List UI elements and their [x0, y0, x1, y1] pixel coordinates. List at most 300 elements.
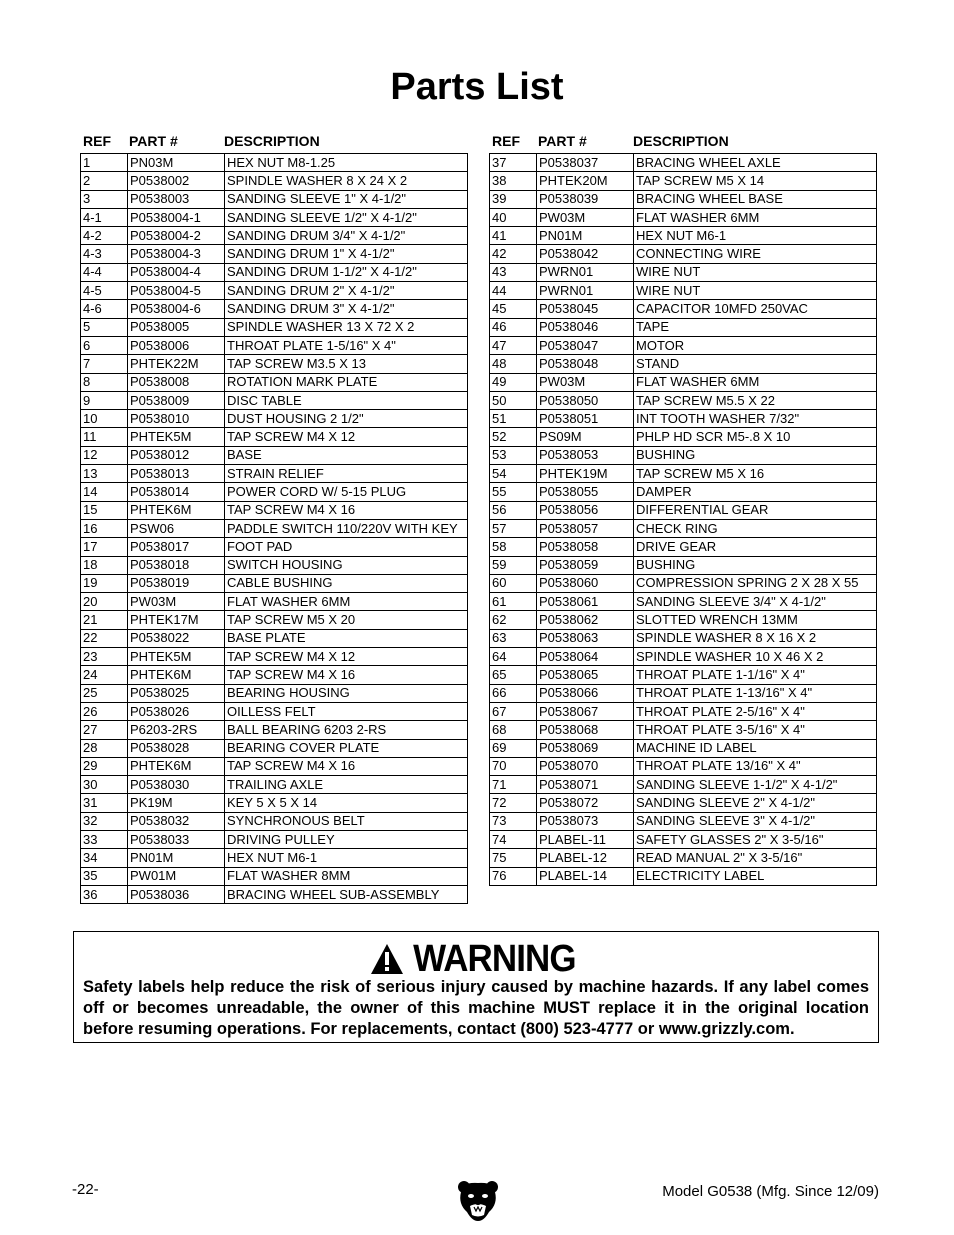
table-row: [81, 830, 468, 848]
table-row: [490, 172, 877, 190]
description-cell: WIRE NUT: [634, 282, 877, 300]
header-ref: REF: [83, 133, 111, 149]
table-row: [490, 593, 877, 611]
description-cell: FLAT WASHER 8MM: [225, 867, 468, 885]
ref-cell: 20: [81, 593, 128, 611]
ref-cell: 54: [490, 465, 537, 483]
description-cell: FLAT WASHER 6MM: [634, 208, 877, 226]
description-cell: SANDING DRUM 1" X 4-1/2": [225, 245, 468, 263]
description-cell: HEX NUT M8-1.25: [225, 154, 468, 172]
table-row: [490, 776, 877, 794]
model-label: Model G0538 (Mfg. Since 12/09): [662, 1183, 879, 1200]
part-number-cell: P0538061: [537, 593, 634, 611]
table-row: [490, 721, 877, 739]
ref-cell: 6: [81, 336, 128, 354]
description-cell: MACHINE ID LABEL: [634, 739, 877, 757]
ref-cell: 76: [490, 867, 537, 885]
part-number-cell: P0538008: [128, 373, 225, 391]
table-row: [81, 154, 468, 172]
table-row: [81, 336, 468, 354]
part-number-cell: PW03M: [537, 208, 634, 226]
table-row: [81, 648, 468, 666]
table-row: [81, 355, 468, 373]
description-cell: SANDING DRUM 1-1/2" X 4-1/2": [225, 263, 468, 281]
description-cell: TAP SCREW M4 X 16: [225, 501, 468, 519]
part-number-cell: P0538025: [128, 684, 225, 702]
table-row: [490, 684, 877, 702]
ref-cell: 17: [81, 538, 128, 556]
table-row: [81, 684, 468, 702]
description-cell: DIFFERENTIAL GEAR: [634, 501, 877, 519]
part-number-cell: P0538003: [128, 190, 225, 208]
ref-cell: 4-1: [81, 208, 128, 226]
description-cell: BUSHING: [634, 446, 877, 464]
part-number-cell: PS09M: [537, 428, 634, 446]
part-number-cell: P0538056: [537, 501, 634, 519]
description-cell: BRACING WHEEL SUB-ASSEMBLY: [225, 885, 468, 903]
part-number-cell: P0538026: [128, 702, 225, 720]
part-number-cell: PWRN01: [537, 282, 634, 300]
description-cell: POWER CORD W/ 5-15 PLUG: [225, 483, 468, 501]
part-number-cell: P0538063: [537, 629, 634, 647]
part-number-cell: P0538047: [537, 336, 634, 354]
table-row: [490, 812, 877, 830]
part-number-cell: PHTEK6M: [128, 501, 225, 519]
ref-cell: 3: [81, 190, 128, 208]
part-number-cell: P0538004-1: [128, 208, 225, 226]
table-row: [81, 739, 468, 757]
table-row: [490, 300, 877, 318]
table-row: [81, 538, 468, 556]
ref-cell: 67: [490, 702, 537, 720]
ref-cell: 75: [490, 849, 537, 867]
description-cell: SANDING SLEEVE 3" X 4-1/2": [634, 812, 877, 830]
description-cell: SANDING DRUM 2" X 4-1/2": [225, 282, 468, 300]
table-row: [490, 428, 877, 446]
part-number-cell: P0538059: [537, 556, 634, 574]
description-cell: SANDING DRUM 3/4" X 4-1/2": [225, 227, 468, 245]
ref-cell: 59: [490, 556, 537, 574]
ref-cell: 4-2: [81, 227, 128, 245]
ref-cell: 14: [81, 483, 128, 501]
description-cell: COMPRESSION SPRING 2 X 28 X 55: [634, 574, 877, 592]
table-row: [490, 154, 877, 172]
table-row: [490, 574, 877, 592]
description-cell: SANDING SLEEVE 2" X 4-1/2": [634, 794, 877, 812]
part-number-cell: P0538045: [537, 300, 634, 318]
part-number-cell: PHTEK6M: [128, 666, 225, 684]
part-number-cell: P0538022: [128, 629, 225, 647]
warning-box: [73, 931, 879, 1043]
part-number-cell: P0538060: [537, 574, 634, 592]
table-row: [81, 446, 468, 464]
ref-cell: 71: [490, 776, 537, 794]
table-row: [81, 757, 468, 775]
table-row: [490, 227, 877, 245]
ref-cell: 57: [490, 519, 537, 537]
ref-cell: 32: [81, 812, 128, 830]
table-row: [490, 830, 877, 848]
table-row: [81, 208, 468, 226]
table-row: [490, 519, 877, 537]
description-cell: TAP SCREW M4 X 16: [225, 666, 468, 684]
description-cell: STRAIN RELIEF: [225, 465, 468, 483]
part-number-cell: P0538069: [537, 739, 634, 757]
part-number-cell: P0538019: [128, 574, 225, 592]
part-number-cell: PHTEK6M: [128, 757, 225, 775]
table-row: [81, 776, 468, 794]
description-cell: SPINDLE WASHER 8 X 24 X 2: [225, 172, 468, 190]
description-cell: CHECK RING: [634, 519, 877, 537]
ref-cell: 36: [81, 885, 128, 903]
ref-cell: 53: [490, 446, 537, 464]
description-cell: TRAILING AXLE: [225, 776, 468, 794]
table-header: [489, 131, 877, 151]
table-row: [81, 556, 468, 574]
table-row: [490, 263, 877, 281]
ref-cell: 42: [490, 245, 537, 263]
part-number-cell: P0538042: [537, 245, 634, 263]
part-number-cell: PHTEK5M: [128, 428, 225, 446]
description-cell: CONNECTING WIRE: [634, 245, 877, 263]
table-row: [81, 593, 468, 611]
description-cell: TAP SCREW M4 X 12: [225, 648, 468, 666]
description-cell: THROAT PLATE 1-5/16" X 4": [225, 336, 468, 354]
ref-cell: 23: [81, 648, 128, 666]
part-number-cell: PHTEK19M: [537, 465, 634, 483]
ref-cell: 62: [490, 611, 537, 629]
table-row: [490, 446, 877, 464]
ref-cell: 16: [81, 519, 128, 537]
ref-cell: 47: [490, 336, 537, 354]
description-cell: PADDLE SWITCH 110/220V WITH KEY: [225, 519, 468, 537]
description-cell: SANDING SLEEVE 1" X 4-1/2": [225, 190, 468, 208]
description-cell: INT TOOTH WASHER 7/32": [634, 410, 877, 428]
ref-cell: 21: [81, 611, 128, 629]
description-cell: SYNCHRONOUS BELT: [225, 812, 468, 830]
description-cell: SWITCH HOUSING: [225, 556, 468, 574]
ref-cell: 52: [490, 428, 537, 446]
part-number-cell: P0538004-2: [128, 227, 225, 245]
part-number-cell: P0538051: [537, 410, 634, 428]
ref-cell: 8: [81, 373, 128, 391]
description-cell: SAFETY GLASSES 2" X 3-5/16": [634, 830, 877, 848]
ref-cell: 29: [81, 757, 128, 775]
ref-cell: 2: [81, 172, 128, 190]
description-cell: READ MANUAL 2" X 3-5/16": [634, 849, 877, 867]
part-number-cell: P0538070: [537, 757, 634, 775]
description-cell: TAP SCREW M4 X 16: [225, 757, 468, 775]
ref-cell: 50: [490, 391, 537, 409]
table-row: [81, 465, 468, 483]
description-cell: ROTATION MARK PLATE: [225, 373, 468, 391]
ref-cell: 24: [81, 666, 128, 684]
description-cell: DUST HOUSING 2 1/2": [225, 410, 468, 428]
table-row: [490, 391, 877, 409]
ref-cell: 55: [490, 483, 537, 501]
description-cell: PHLP HD SCR M5-.8 X 10: [634, 428, 877, 446]
part-number-cell: P0538028: [128, 739, 225, 757]
ref-cell: 26: [81, 702, 128, 720]
grizzly-bear-icon: [456, 1178, 500, 1222]
description-cell: DISC TABLE: [225, 391, 468, 409]
description-cell: CABLE BUSHING: [225, 574, 468, 592]
parts-table-left: [80, 131, 468, 904]
part-number-cell: P0538050: [537, 391, 634, 409]
table-row: [81, 867, 468, 885]
header-part: PART #: [538, 133, 587, 149]
table-row: [490, 556, 877, 574]
ref-cell: 10: [81, 410, 128, 428]
ref-cell: 44: [490, 282, 537, 300]
table-row: [490, 410, 877, 428]
description-cell: TAP SCREW M5 X 16: [634, 465, 877, 483]
ref-cell: 4-4: [81, 263, 128, 281]
parts-table-right: [489, 131, 877, 886]
part-number-cell: PW03M: [128, 593, 225, 611]
ref-cell: 61: [490, 593, 537, 611]
part-number-cell: P0538014: [128, 483, 225, 501]
description-cell: SPINDLE WASHER 13 X 72 X 2: [225, 318, 468, 336]
part-number-cell: PLABEL-14: [537, 867, 634, 885]
description-cell: TAP SCREW M5 X 20: [225, 611, 468, 629]
ref-cell: 35: [81, 867, 128, 885]
part-number-cell: P0538071: [537, 776, 634, 794]
part-number-cell: P0538009: [128, 391, 225, 409]
description-cell: TAP SCREW M4 X 12: [225, 428, 468, 446]
table-row: [81, 263, 468, 281]
ref-cell: 22: [81, 629, 128, 647]
part-number-cell: PW03M: [537, 373, 634, 391]
table-row: [81, 172, 468, 190]
table-row: [490, 849, 877, 867]
ref-cell: 33: [81, 830, 128, 848]
table-row: [490, 483, 877, 501]
description-cell: SANDING SLEEVE 3/4" X 4-1/2": [634, 593, 877, 611]
table-row: [81, 190, 468, 208]
ref-cell: 7: [81, 355, 128, 373]
table-row: [81, 318, 468, 336]
part-number-cell: P0538072: [537, 794, 634, 812]
description-cell: CAPACITOR 10MFD 250VAC: [634, 300, 877, 318]
description-cell: FLAT WASHER 6MM: [634, 373, 877, 391]
ref-cell: 72: [490, 794, 537, 812]
part-number-cell: PN01M: [128, 849, 225, 867]
part-number-cell: P0538010: [128, 410, 225, 428]
description-cell: DRIVE GEAR: [634, 538, 877, 556]
ref-cell: 1: [81, 154, 128, 172]
part-number-cell: P0538006: [128, 336, 225, 354]
ref-cell: 45: [490, 300, 537, 318]
ref-cell: 37: [490, 154, 537, 172]
ref-cell: 38: [490, 172, 537, 190]
description-cell: HEX NUT M6-1: [225, 849, 468, 867]
part-number-cell: P0538058: [537, 538, 634, 556]
part-number-cell: P0538067: [537, 702, 634, 720]
part-number-cell: P0538002: [128, 172, 225, 190]
part-number-cell: P0538053: [537, 446, 634, 464]
part-number-cell: PLABEL-11: [537, 830, 634, 848]
description-cell: BASE PLATE: [225, 629, 468, 647]
header-description: DESCRIPTION: [224, 133, 320, 149]
table-row: [81, 574, 468, 592]
part-number-cell: PHTEK20M: [537, 172, 634, 190]
table-row: [81, 629, 468, 647]
table-row: [81, 611, 468, 629]
ref-cell: 48: [490, 355, 537, 373]
ref-cell: 74: [490, 830, 537, 848]
part-number-cell: PK19M: [128, 794, 225, 812]
table-row: [81, 245, 468, 263]
ref-cell: 51: [490, 410, 537, 428]
part-number-cell: P0538004-6: [128, 300, 225, 318]
part-number-cell: P0538004-5: [128, 282, 225, 300]
table-row: [81, 702, 468, 720]
part-number-cell: P0538066: [537, 684, 634, 702]
part-number-cell: PHTEK17M: [128, 611, 225, 629]
ref-cell: 13: [81, 465, 128, 483]
description-cell: TAPE: [634, 318, 877, 336]
ref-cell: 30: [81, 776, 128, 794]
ref-cell: 64: [490, 648, 537, 666]
ref-cell: 12: [81, 446, 128, 464]
part-number-cell: P0538073: [537, 812, 634, 830]
description-cell: THROAT PLATE 13/16" X 4": [634, 757, 877, 775]
part-number-cell: PSW06: [128, 519, 225, 537]
table-row: [490, 648, 877, 666]
part-number-cell: P0538004-3: [128, 245, 225, 263]
part-number-cell: P0538005: [128, 318, 225, 336]
part-number-cell: P0538062: [537, 611, 634, 629]
description-cell: FOOT PAD: [225, 538, 468, 556]
ref-cell: 39: [490, 190, 537, 208]
header-part: PART #: [129, 133, 178, 149]
description-cell: KEY 5 X 5 X 14: [225, 794, 468, 812]
ref-cell: 58: [490, 538, 537, 556]
ref-cell: 73: [490, 812, 537, 830]
table-row: [490, 336, 877, 354]
ref-cell: 70: [490, 757, 537, 775]
description-cell: STAND: [634, 355, 877, 373]
table-row: [490, 757, 877, 775]
part-number-cell: P0538048: [537, 355, 634, 373]
description-cell: BRACING WHEEL BASE: [634, 190, 877, 208]
description-cell: THROAT PLATE 1-13/16" X 4": [634, 684, 877, 702]
table-row: [490, 867, 877, 885]
part-number-cell: P0538064: [537, 648, 634, 666]
ref-cell: 9: [81, 391, 128, 409]
table-header: [80, 131, 468, 151]
description-cell: MOTOR: [634, 336, 877, 354]
ref-cell: 34: [81, 849, 128, 867]
description-cell: BUSHING: [634, 556, 877, 574]
description-cell: DRIVING PULLEY: [225, 830, 468, 848]
table-row: [81, 849, 468, 867]
part-number-cell: P0538013: [128, 465, 225, 483]
table-row: [490, 794, 877, 812]
part-number-cell: P0538046: [537, 318, 634, 336]
description-cell: BRACING WHEEL AXLE: [634, 154, 877, 172]
table-row: [490, 373, 877, 391]
table-row: [81, 519, 468, 537]
description-cell: BASE: [225, 446, 468, 464]
part-number-cell: P0538039: [537, 190, 634, 208]
description-cell: THROAT PLATE 3-5/16" X 4": [634, 721, 877, 739]
table-row: [490, 538, 877, 556]
part-number-cell: P0538037: [537, 154, 634, 172]
table-row: [81, 501, 468, 519]
part-number-cell: PHTEK22M: [128, 355, 225, 373]
part-number-cell: P0538012: [128, 446, 225, 464]
ref-cell: 19: [81, 574, 128, 592]
table-row: [490, 702, 877, 720]
ref-cell: 56: [490, 501, 537, 519]
table-row: [490, 318, 877, 336]
ref-cell: 69: [490, 739, 537, 757]
description-cell: WIRE NUT: [634, 263, 877, 281]
description-cell: TAP SCREW M5 X 14: [634, 172, 877, 190]
part-number-cell: P0538065: [537, 666, 634, 684]
ref-cell: 28: [81, 739, 128, 757]
description-cell: BEARING COVER PLATE: [225, 739, 468, 757]
ref-cell: 11: [81, 428, 128, 446]
warning-triangle-icon: [370, 943, 404, 975]
table-row: [81, 373, 468, 391]
table-row: [490, 465, 877, 483]
description-cell: OILLESS FELT: [225, 702, 468, 720]
table-row: [490, 501, 877, 519]
description-cell: BALL BEARING 6203 2-RS: [225, 721, 468, 739]
part-number-cell: PLABEL-12: [537, 849, 634, 867]
part-number-cell: P0538004-4: [128, 263, 225, 281]
ref-cell: 41: [490, 227, 537, 245]
ref-cell: 25: [81, 684, 128, 702]
warning-header: [74, 938, 878, 980]
description-cell: FLAT WASHER 6MM: [225, 593, 468, 611]
ref-cell: 4-3: [81, 245, 128, 263]
warning-word: WARNING: [412, 937, 576, 980]
part-number-cell: P0538017: [128, 538, 225, 556]
description-cell: SANDING SLEEVE 1-1/2" X 4-1/2": [634, 776, 877, 794]
part-number-cell: PHTEK5M: [128, 648, 225, 666]
description-cell: SPINDLE WASHER 10 X 46 X 2: [634, 648, 877, 666]
page-title: Parts List: [390, 66, 564, 108]
parts-table: [80, 153, 468, 904]
part-number-cell: PW01M: [128, 867, 225, 885]
description-cell: TAP SCREW M5.5 X 22: [634, 391, 877, 409]
table-row: [81, 227, 468, 245]
table-row: [490, 282, 877, 300]
ref-cell: 68: [490, 721, 537, 739]
ref-cell: 15: [81, 501, 128, 519]
table-row: [490, 208, 877, 226]
header-ref: REF: [492, 133, 520, 149]
ref-cell: 4-6: [81, 300, 128, 318]
description-cell: THROAT PLATE 1-1/16" X 4": [634, 666, 877, 684]
description-cell: BEARING HOUSING: [225, 684, 468, 702]
part-number-cell: P0538057: [537, 519, 634, 537]
table-row: [81, 483, 468, 501]
description-cell: SPINDLE WASHER 8 X 16 X 2: [634, 629, 877, 647]
part-number-cell: P0538030: [128, 776, 225, 794]
table-row: [81, 428, 468, 446]
description-cell: THROAT PLATE 2-5/16" X 4": [634, 702, 877, 720]
table-row: [490, 355, 877, 373]
ref-cell: 60: [490, 574, 537, 592]
warning-text: Safety labels help reduce the risk of serious injury caused by machine hazards. If any label comes off or becomes unreadable, the owner of this machine MUST replace it in the original location before resuming operations. For replacements, contact (800) 523-4777 or www.grizzly.com.: [83, 978, 869, 1038]
ref-cell: 43: [490, 263, 537, 281]
table-row: [81, 885, 468, 903]
